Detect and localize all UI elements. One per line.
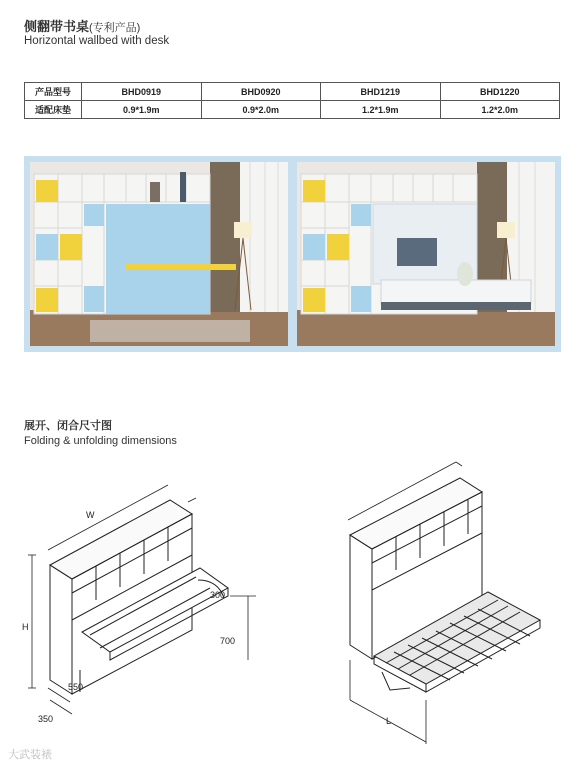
table-cell-label: 适配床垫 [25, 101, 82, 119]
folded-dimension-drawing [20, 470, 270, 730]
photo-bed-mode [297, 162, 555, 346]
table-cell: BHD1220 [440, 83, 560, 101]
table-cell: BHD1219 [321, 83, 441, 101]
photo-desk-mode [30, 162, 288, 346]
spec-table [24, 82, 560, 119]
dim-700: 700 [220, 636, 236, 646]
desk-mode-image [30, 162, 288, 346]
table-cell: BHD0919 [82, 83, 202, 101]
title-cn [24, 16, 140, 35]
dim-550: 550 [68, 682, 84, 692]
dim-350: 350 [38, 714, 54, 724]
table-row [25, 83, 560, 101]
unfolded-dimension-drawing [300, 460, 570, 745]
section-title-en: Folding & unfolding dimensions [24, 435, 177, 447]
table-cell: 0.9*1.9m [82, 101, 202, 119]
table-cell: BHD0920 [201, 83, 321, 101]
table-cell: 1.2*1.9m [321, 101, 441, 119]
title-en: Horizontal wallbed with desk [24, 35, 170, 47]
section-title-cn: 展开、闭合尺寸图 [24, 420, 112, 432]
title-cn-note: (专利产品) [89, 22, 141, 34]
dim-h: H [22, 622, 29, 632]
table-cell: 1.2*2.0m [440, 101, 560, 119]
watermark: 大武装裱 [8, 749, 52, 761]
dim-l: L [386, 716, 392, 726]
table-row [25, 101, 560, 119]
table-cell-label: 产品型号 [25, 83, 82, 101]
dim-300: 300 [210, 590, 226, 600]
table-cell: 0.9*2.0m [201, 101, 321, 119]
photo-strip [24, 156, 561, 352]
dim-w: W [86, 510, 95, 520]
title-cn-main: 侧翻带书桌 [24, 19, 90, 34]
bed-mode-image [297, 162, 555, 346]
